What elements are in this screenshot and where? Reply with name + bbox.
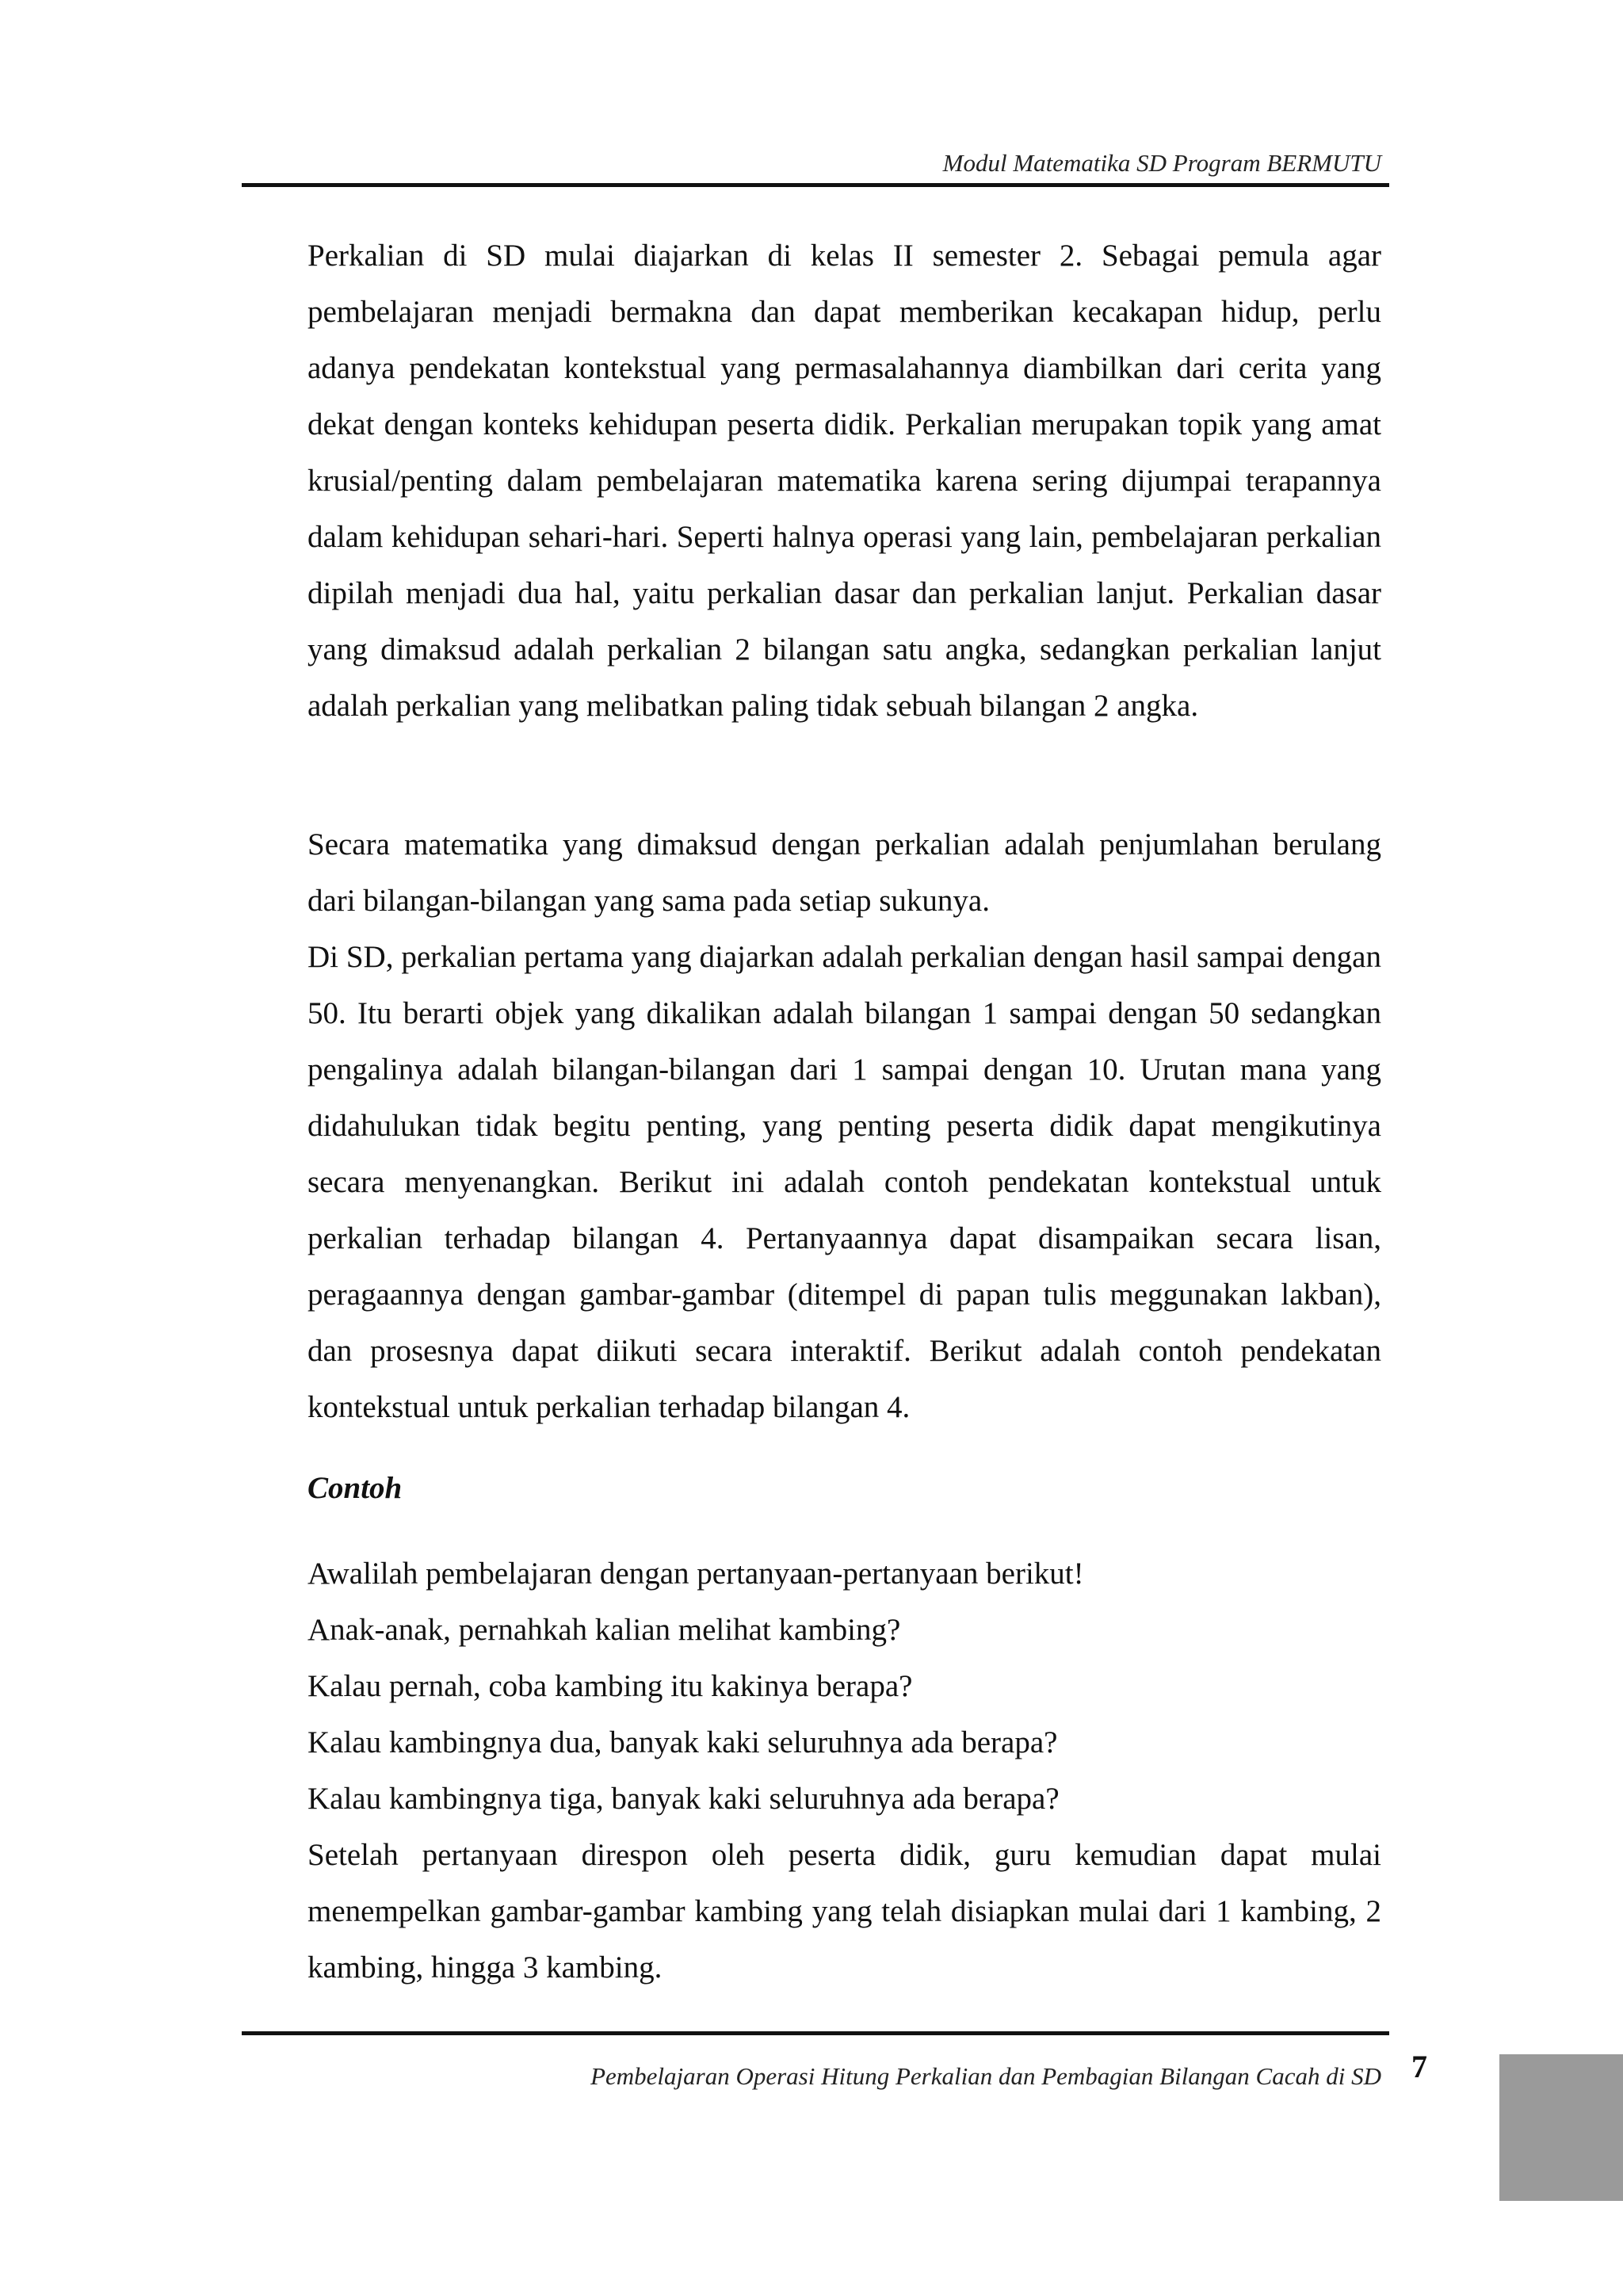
- header-rule: [242, 183, 1389, 187]
- footer-rule: [242, 2031, 1389, 2035]
- example-closing: Setelah pertanyaan direspon oleh peserta didik, guru kemudian dapat mulai menempelkan gambar-gambar kambing yang telah disiapkan mulai dari 1 kambing, 2 kambing, hingga 3 kambing.: [307, 1838, 1381, 1985]
- paragraph-definition: Secara matematika yang dimaksud dengan perkalian adalah penjumlahan berulang dari bilangan-bilangan yang sama pada setiap sukunya.: [307, 827, 1381, 918]
- example-line: Awalilah pembelajaran dengan pertanyaan-pertanyaan berikut!: [307, 1557, 1084, 1591]
- example-line: Kalau kambingnya tiga, banyak kaki seluruhnya ada berapa?: [307, 1782, 1060, 1816]
- example-heading: Contoh: [307, 1471, 403, 1505]
- paragraph-text: Perkalian di SD mulai diajarkan di kelas II semester 2. Sebagai pemula agar pembelajaran menjadi bermakna dan dapat memberikan kecakapan hidup, perlu adanya pendekatan kontekstual yang permasalahannya diambilkan dari cerita yang dekat dengan konteks kehidupan peserta didik. Perkalian merupakan topik yang amat krusial/penting dalam pembelajaran matematika karena sering dijumpai terapannya dalam kehidupan sehari-hari. Seperti halnya operasi yang lain, pembelajaran perkalian dipilah menjadi dua hal, yaitu perkalian dasar dan perkalian lanjut. Perkalian dasar yang dimaksud adalah perkalian 2 bilangan satu angka, sedangkan perkalian lanjut adalah perkalian yang melibatkan paling tidak sebuah bilangan 2 angka.: [307, 239, 1381, 723]
- page-number: 7: [1411, 2049, 1427, 2084]
- paragraph-intro: [307, 227, 1381, 734]
- page-edge-tab: [1499, 2054, 1623, 2201]
- example-line: Kalau kambingnya dua, banyak kaki seluruhnya ada berapa?: [307, 1725, 1058, 1759]
- example-block: [307, 1545, 1381, 1996]
- paragraph-definition-block: [307, 816, 1381, 1435]
- running-footer: Pembelajaran Operasi Hitung Perkalian dan Pembagian Bilangan Cacah di SD: [590, 2062, 1381, 2090]
- running-header: Modul Matematika SD Program BERMUTU: [942, 149, 1381, 177]
- example-line: Kalau pernah, coba kambing itu kakinya berapa?: [307, 1669, 913, 1703]
- example-line: Anak-anak, pernahkah kalian melihat kambing?: [307, 1613, 901, 1647]
- paragraph-sd-context: Di SD, perkalian pertama yang diajarkan adalah perkalian dengan hasil sampai dengan 50. Itu berarti objek yang dikalikan adalah bilangan 1 sampai dengan 50 sedangkan pengalinya adalah bilangan-bilangan dari 1 sampai dengan 10. Urutan mana yang didahulukan tidak begitu penting, yang penting peserta didik dapat mengikutinya secara menyenangkan. Berikut ini adalah contoh pendekatan kontekstual untuk perkalian terhadap bilangan 4. Pertanyaannya dapat disampaikan secara lisan, peragaannya dengan gambar-gambar (ditempel di papan tulis meggunakan lakban), dan prosesnya dapat diikuti secara interaktif. Berikut adalah contoh pendekatan kontekstual untuk perkalian terhadap bilangan 4.: [307, 940, 1381, 1424]
